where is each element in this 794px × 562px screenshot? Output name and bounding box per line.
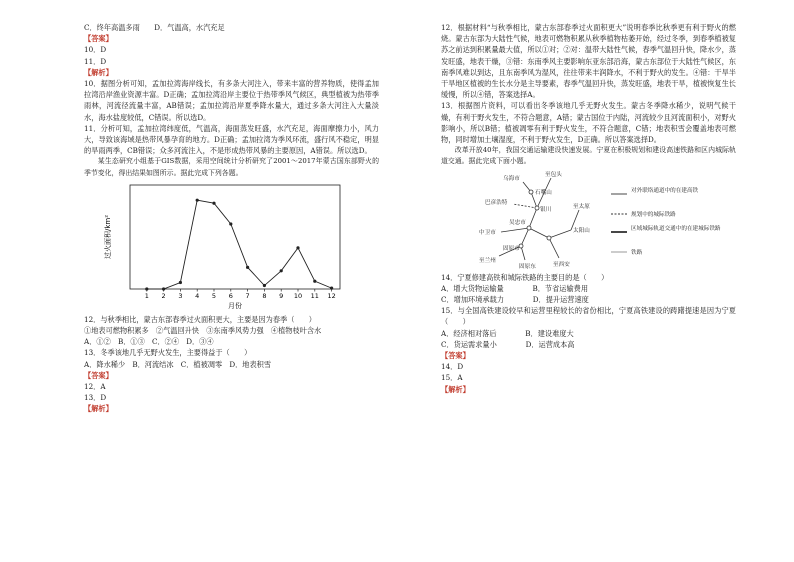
station-marker: [535, 206, 539, 210]
analysis-10: 10．据图分析可知，孟加拉湾海岸线长，有多条大河注入，带来丰富的营养物质，使得孟加拉湾沿岸渔业资源丰富。D正确；孟加拉湾沿岸主要位于热带季风气候区，典型植被为热带季雨林，河流径流量丰富，AB错误；孟加拉湾沿岸夏季降水量大，通过多条大河注入大量淡水，海水盐度较低，C错误。所以选D。: [84, 79, 379, 122]
data-point: [179, 281, 182, 284]
data-point: [229, 222, 232, 225]
data-point: [330, 286, 333, 289]
place-taiyangshan: 太阳山: [573, 227, 590, 234]
question-12: 12．与秋季相比，蒙古东部春季过火面积更大，主要是因为春季（ ）: [84, 314, 316, 324]
x-tick-label: 12: [327, 291, 336, 300]
question-15-options-cd: C．货运需求量小 D．运营成本高: [441, 339, 575, 349]
question-stem: 某生态研究小组基于GIS数据，采用空间统计分析研究了2001～2017年蒙古国东部野火的季节变化，得出结果如图所示。据此完成下列各题。: [84, 157, 379, 177]
x-tick-label: 4: [195, 291, 200, 300]
legend-railway: 铁路: [631, 249, 643, 256]
right-column: [441, 22, 736, 395]
analysis-13: 13．根据图片资料，可以看出冬季该地几乎无野火发生。蒙古冬季降水稀少，说明气候干燥，有利于野火发生，不符合题意，A错；蒙古国位于内陆，河流较少且河流面积小，对野火影响小，所以B错；植被凋零有利于野火发生，不符合题意，C错；地表积雪会覆盖地表可燃物，同时增加土壤湿度，不利于野火发生，D正确。所以答案选择D。: [441, 101, 736, 145]
rail-line: [549, 230, 571, 238]
analysis-12: 12．根据材料“与秋季相比，蒙古东部春季过火面积更大”说明春季比秋季更有利于野火的燃烧。蒙古东部为大陆性气候，地表可燃物积累从秋季植物枯萎开始，经过冬季，到春季植被复苏之前达到积累量最大值，所以①对；②对：温带大陆性气候，春季气温回升快，降水少，蒸发旺盛，地表干燥，③错：东南季风主要影响东亚东部沿海，蒙古东部位于大陆性气候区，东南季风难以到达，且东南季风为湿风，往往带来丰润降水，不利于野火的发生。④错：干旱半干旱地区植被的生长水分是主导要素，春季气温回升快，蒸发旺盛，地表干旱，植被恢复生长缓慢，所以④错，答案选择A。: [441, 23, 736, 100]
rail-line: [529, 228, 549, 238]
answer-label: 【答案】: [84, 370, 113, 380]
data-point: [263, 284, 266, 287]
analysis-label: 【解析】: [441, 384, 470, 394]
answer-14: 14．D: [441, 362, 464, 372]
x-tick-label: 3: [178, 291, 183, 300]
answer-13: 13．D: [84, 393, 107, 403]
data-point: [212, 201, 215, 204]
place-wuhai: 乌海市: [503, 175, 520, 182]
x-tick-label: 7: [245, 291, 250, 300]
question-15: 15．与全国高铁建设较早和运营里程较长的省份相比，宁夏高铁建设的踌躇提速是因为宁夏（ ）: [441, 306, 736, 327]
data-point: [196, 198, 199, 201]
x-tick-label: 9: [279, 291, 284, 300]
answer-11: 11．D: [84, 56, 107, 66]
question-13-options: A．降水稀少 B．河流结冰 C．植被凋零 D．地表积雪: [84, 359, 272, 369]
question-12-options: A．①② B．①③ C．②④ D．③④: [84, 337, 214, 347]
x-tick-label: 1: [144, 291, 149, 300]
right-page: [397, 0, 794, 562]
answer-label: 【答案】: [441, 351, 470, 361]
rail-line: [521, 228, 529, 246]
answer-10: 10．D: [84, 45, 107, 55]
left-column: [84, 22, 379, 415]
x-axis-label: 月份: [228, 301, 242, 310]
place-bayanhaote: 巴彦浩特: [485, 199, 508, 206]
question-13: 13．冬季该地几乎无野火发生，主要得益于（ ）: [84, 348, 252, 358]
legend-hsr: 对外联络通道中的在建高铁: [631, 187, 699, 194]
answer-label: 【答案】: [84, 34, 113, 44]
answer-15: 15．A: [441, 373, 463, 383]
rail-line: [501, 228, 529, 232]
data-point: [145, 287, 148, 290]
planned-rail: [513, 204, 537, 208]
station-marker: [547, 236, 551, 240]
analysis-11: 11．分析可知，孟加拉湾纬度低，气温高，海面蒸发旺盛，水汽充足，海面摩擦力小，风力大，导致该海域是热带风暴孕育的地方。D正确；孟加拉湾为季风环流，盛行风不稳定，明显的旱雨两季，CB错误；众多河流注入，不是形成热带风暴的主要原因，A错误。所以选D。: [84, 123, 379, 156]
question-14-options-ab: A．增大货物运输量 B．节省运输费用: [441, 283, 589, 293]
wildfire-line-chart: [100, 181, 350, 311]
series-line: [147, 200, 332, 289]
x-tick-label: 5: [211, 291, 217, 300]
data-point: [246, 266, 249, 269]
y-axis-label-group: [103, 215, 112, 259]
q9-options: C．终年高温多雨 D．气温高，水汽充足: [84, 23, 225, 32]
place-xian: 至西安: [553, 261, 570, 268]
rail-line: [571, 210, 579, 230]
place-guyuan: 固原市: [503, 245, 520, 252]
station-marker: [529, 190, 533, 194]
data-point: [280, 269, 283, 272]
station-marker: [527, 226, 531, 230]
place-lanzhou: 至兰州: [479, 257, 496, 264]
rail-line: [549, 238, 559, 258]
x-tick-label: 11: [310, 291, 319, 300]
legend-planned: 规划中的城际铁路: [631, 211, 676, 218]
ningxia-rail-map: [441, 170, 736, 270]
data-point: [296, 246, 299, 249]
question-15-options-ab: A．经济相对落后 B．建设难度大: [441, 328, 574, 338]
rail-map-svg: [441, 170, 736, 270]
place-yinchuan: 银川: [540, 206, 552, 213]
place-wuzhong: 吴忠市: [509, 219, 526, 226]
place-baotou: 至包头: [545, 171, 562, 178]
place-shizuishan: 石嘴山: [535, 189, 552, 196]
x-tick-label: 10: [293, 291, 303, 300]
legend-intercity: 区域城际轨道交通中的在建城际铁路: [631, 225, 721, 232]
y-axis-label: 过火面积/km²: [104, 214, 112, 259]
x-tick-label: 6: [228, 291, 233, 300]
question-14-options-cd: C．增加环境承载力 D．提升运营速度: [441, 295, 589, 305]
analysis-label: 【解析】: [84, 67, 113, 77]
question-12-items: ①地表可燃物积累多 ②气温回升快 ③东南季风势力强 ④植物枝叶含水: [84, 326, 322, 336]
data-point: [313, 279, 316, 282]
answer-12: 12．A: [84, 382, 106, 392]
place-zhongwei: 中卫市: [479, 229, 496, 236]
question-14: 14．宁夏修建高铁和城际铁路的主要目的是（ ）: [441, 272, 609, 282]
data-point: [162, 287, 165, 290]
x-tick-label: 2: [161, 291, 166, 300]
question-stem: 改革开放40年，我国交通运输建设快速发展。宁夏在积极规划和建设高速铁路和区内城际轨道交通。据此完成下面小题。: [441, 146, 736, 166]
place-taiyuan: 至太原: [573, 203, 590, 210]
analysis-label: 【解析】: [84, 404, 113, 414]
x-ticks: [145, 289, 336, 300]
wildfire-chart: [100, 181, 350, 311]
chart-frame: [130, 185, 340, 289]
x-tick-label: 8: [262, 291, 267, 300]
place-guyuan-east: 固原东: [519, 263, 536, 270]
rail-line: [529, 208, 537, 228]
